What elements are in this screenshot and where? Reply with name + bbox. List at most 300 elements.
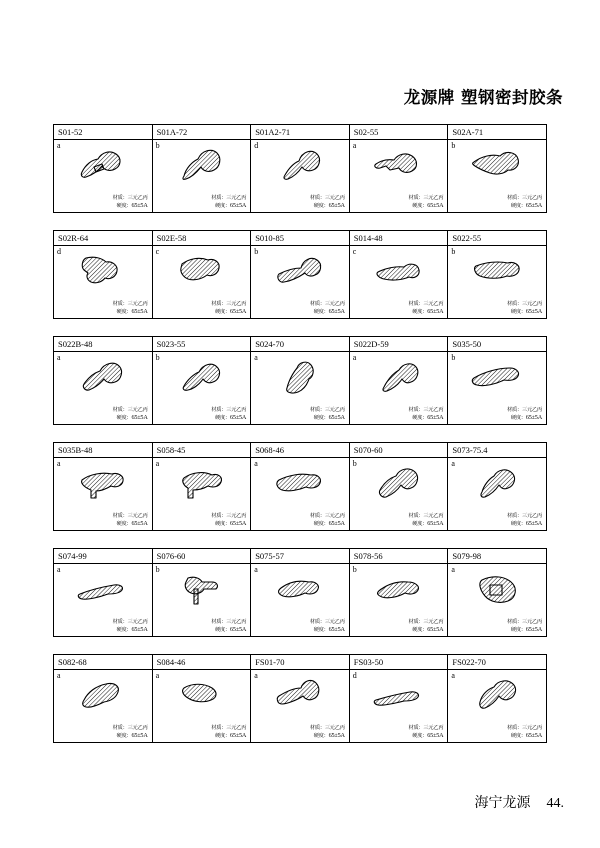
seal-profile-icon [153,142,251,188]
material-line: 材质：三元乙丙 [408,301,444,307]
hardness-label: 硬度： [116,733,132,739]
profile-code: S076-60 [153,549,251,564]
hardness-label: 硬度： [116,415,132,421]
material-line: 材质：三元乙丙 [309,513,345,519]
hardness-value: 65±5A [427,202,444,209]
hardness-label: 硬度： [313,415,329,421]
profile-body [54,140,152,212]
material-line: 材质：三元乙丙 [309,301,345,307]
profile-body [54,564,152,636]
profile-variant-letter: a [57,141,61,150]
profile-cell[interactable] [448,655,546,742]
hardness-label: 硬度： [412,203,428,209]
material-spec [211,301,246,316]
hardness-value: 65±5A [427,732,444,739]
profile-variant-letter: c [155,247,160,256]
profile-cell[interactable] [251,125,350,212]
hardness-value: 65±5A [230,732,247,739]
hardness-value: 65±5A [328,414,345,421]
profile-code: S022-55 [448,231,546,246]
profile-code: S058-45 [153,443,251,458]
material-line: 材质：三元乙丙 [112,407,148,413]
seal-profile-icon [251,248,349,294]
hardness-line [310,520,345,528]
profile-cell[interactable] [153,231,252,318]
profile-variant-letter: a [57,671,61,680]
profile-variant-letter: d [57,247,61,256]
material-line: 材质：三元乙丙 [408,195,444,201]
material-spec [408,513,443,528]
hardness-label: 硬度： [313,733,329,739]
material-spec [310,725,345,740]
profile-code: S068-46 [251,443,349,458]
profile-variant-letter: b [352,459,357,468]
profile-code: S02A-71 [448,125,546,140]
profile-code: S024-70 [251,337,349,352]
hardness-label: 硬度： [116,203,132,209]
hardness-line [507,414,542,422]
profile-variant-letter: b [254,247,259,256]
profile-cell[interactable] [350,655,449,742]
material-line: 材质：三元乙丙 [507,513,542,519]
hardness-label: 硬度： [215,733,231,739]
hardness-value: 65±5A [131,626,148,633]
material-spec [211,725,246,740]
hardness-line [211,732,246,740]
hardness-label: 硬度： [412,415,428,421]
hardness-value: 65±5A [525,414,542,421]
profile-row [53,336,547,425]
hardness-label: 硬度： [116,521,132,527]
profile-cell[interactable] [153,549,252,636]
profile-cell[interactable] [350,549,449,636]
material-line: 材质：三元乙丙 [309,725,345,731]
hardness-label: 硬度： [510,415,526,421]
hardness-label: 硬度： [510,521,526,527]
profile-cell[interactable] [54,337,153,424]
seal-profile-icon [251,672,349,718]
material-line: 材质：三元乙丙 [112,725,148,731]
hardness-value: 65±5A [131,414,148,421]
hardness-label: 硬度： [215,521,231,527]
profile-code: S01A-72 [153,125,251,140]
hardness-label: 硬度： [313,203,329,209]
profile-body [54,458,152,530]
material-line: 材质：三元乙丙 [507,407,542,413]
page-title: 龙源牌 塑钢密封胶条 [403,88,563,107]
profile-cell[interactable] [54,655,153,742]
profile-body [448,670,546,742]
profile-variant-letter: a [57,565,61,574]
material-line: 材质：三元乙丙 [507,725,542,731]
profile-variant-letter: b [155,353,160,362]
profile-cell[interactable] [153,337,252,424]
profile-code: S075-57 [251,549,349,564]
hardness-line [211,414,246,422]
profile-variant-letter: a [155,459,160,468]
hardness-value: 65±5A [230,626,247,633]
hardness-value: 65±5A [131,308,148,315]
material-line: 材质：三元乙丙 [211,725,247,731]
hardness-value: 65±5A [230,308,247,315]
material-spec [211,513,246,528]
hardness-line [310,202,345,210]
profile-grid [53,124,547,760]
profile-cell[interactable] [448,549,546,636]
profile-code: S084-46 [153,655,251,670]
profile-body [54,352,152,424]
seal-profile-icon [350,460,448,506]
profile-code: S02E-58 [153,231,251,246]
profile-variant-letter: a [57,459,61,468]
profile-cell[interactable] [153,125,252,212]
material-line: 材质：三元乙丙 [211,513,247,519]
material-spec [408,301,443,316]
profile-cell[interactable] [448,125,546,212]
material-spec [408,725,443,740]
material-line: 材质：三元乙丙 [408,407,444,413]
hardness-line [408,202,443,210]
profile-cell[interactable] [251,231,350,318]
profile-variant-letter: a [451,565,455,574]
hardness-value: 65±5A [525,308,542,315]
profile-body [448,352,546,424]
hardness-line [113,202,148,210]
profile-body [54,670,152,742]
seal-profile-icon [350,566,448,612]
profile-variant-letter: a [254,565,258,574]
hardness-label: 硬度： [510,203,526,209]
page-number: 44. [546,796,564,811]
hardness-value: 65±5A [328,626,345,633]
hardness-label: 硬度： [313,309,329,315]
profile-variant-letter: b [155,141,160,150]
profile-code: S01-52 [54,125,152,140]
profile-cell[interactable] [448,337,546,424]
hardness-line [113,414,148,422]
material-spec [408,407,443,422]
material-spec [310,407,345,422]
hardness-value: 65±5A [427,626,444,633]
material-line: 材质：三元乙丙 [211,195,247,201]
material-line: 材质：三元乙丙 [408,513,444,519]
profile-variant-letter: c [352,247,357,256]
profile-body [350,670,448,742]
seal-profile-icon [153,460,251,506]
seal-profile-icon [153,354,251,400]
hardness-line [408,414,443,422]
hardness-line [507,308,542,316]
profile-cell[interactable] [153,655,252,742]
material-line: 材质：三元乙丙 [408,619,444,625]
material-line: 材质：三元乙丙 [309,407,345,413]
material-line: 材质：三元乙丙 [507,195,542,201]
hardness-value: 65±5A [427,520,444,527]
profile-code: S022B-48 [54,337,152,352]
material-line: 材质：三元乙丙 [309,619,345,625]
material-spec [507,725,542,740]
material-line: 材质：三元乙丙 [112,301,148,307]
hardness-line [211,202,246,210]
hardness-value: 65±5A [230,202,247,209]
profile-variant-letter: b [155,565,160,574]
hardness-label: 硬度： [510,309,526,315]
profile-body [350,458,448,530]
profile-row [53,442,547,531]
material-line: 材质：三元乙丙 [112,619,148,625]
profile-code: S035B-48 [54,443,152,458]
material-line: 材质：三元乙丙 [211,301,247,307]
profile-row [53,230,547,319]
material-spec [211,407,246,422]
profile-cell[interactable] [251,655,350,742]
seal-profile-icon [350,248,448,294]
seal-profile-icon [448,142,546,188]
profile-code: FS03-50 [350,655,448,670]
seal-profile-icon [251,354,349,400]
profile-body [153,670,251,742]
hardness-line [408,308,443,316]
material-spec [113,513,148,528]
hardness-label: 硬度： [215,203,231,209]
material-spec [507,407,542,422]
hardness-value: 65±5A [525,202,542,209]
material-spec [113,619,148,634]
profile-variant-letter: a [155,671,160,680]
profile-variant-letter: d [352,671,357,680]
seal-profile-icon [350,672,448,718]
profile-variant-letter: a [254,459,258,468]
material-spec [408,195,443,210]
profile-body [251,458,349,530]
seal-profile-icon [54,672,152,718]
hardness-line [113,732,148,740]
hardness-line [310,414,345,422]
material-spec [113,407,148,422]
hardness-line [211,308,246,316]
profile-cell[interactable] [350,443,449,530]
hardness-line [113,308,148,316]
profile-body [251,352,349,424]
profile-code: S079-98 [448,549,546,564]
hardness-label: 硬度： [412,521,428,527]
seal-profile-icon [350,354,448,400]
material-spec [507,513,542,528]
profile-variant-letter: a [254,671,258,680]
profile-body [350,352,448,424]
hardness-label: 硬度： [510,733,526,739]
seal-profile-icon [251,460,349,506]
hardness-line [408,520,443,528]
seal-profile-icon [153,672,251,718]
hardness-value: 65±5A [525,732,542,739]
profile-variant-letter: b [451,353,456,362]
profile-cell[interactable] [350,125,449,212]
profile-variant-letter: d [254,141,259,150]
hardness-value: 65±5A [427,308,444,315]
profile-cell[interactable] [350,231,449,318]
hardness-value: 65±5A [230,414,247,421]
profile-code: S01A2-71 [251,125,349,140]
profile-cell[interactable] [251,337,350,424]
seal-profile-icon [54,248,152,294]
profile-cell[interactable] [251,549,350,636]
hardness-line [310,308,345,316]
profile-code: FS022-70 [448,655,546,670]
seal-profile-icon [251,566,349,612]
profile-body [153,564,251,636]
material-spec [211,619,246,634]
hardness-label: 硬度： [510,627,526,633]
seal-profile-icon [350,142,448,188]
hardness-line [113,626,148,634]
profile-code: S022D-59 [350,337,448,352]
profile-body [251,564,349,636]
profile-code: S073-75.4 [448,443,546,458]
material-line: 材质：三元乙丙 [211,619,247,625]
seal-profile-icon [448,248,546,294]
hardness-line [408,732,443,740]
profile-body [153,140,251,212]
hardness-value: 65±5A [328,520,345,527]
profile-body [153,246,251,318]
profile-body [153,458,251,530]
profile-cell[interactable] [54,443,153,530]
material-spec [408,619,443,634]
profile-code: S010-85 [251,231,349,246]
hardness-label: 硬度： [412,627,428,633]
profile-code: S014-48 [350,231,448,246]
profile-body [448,140,546,212]
seal-profile-icon [54,142,152,188]
hardness-value: 65±5A [328,308,345,315]
hardness-label: 硬度： [116,627,132,633]
hardness-label: 硬度： [313,627,329,633]
profile-variant-letter: b [451,247,456,256]
profile-variant-letter: a [451,459,455,468]
profile-row [53,124,547,213]
seal-profile-icon [448,460,546,506]
hardness-label: 硬度： [215,309,231,315]
profile-code: S035-50 [448,337,546,352]
profile-body [251,246,349,318]
profile-body [54,246,152,318]
material-line: 材质：三元乙丙 [507,619,542,625]
profile-cell[interactable] [448,231,546,318]
profile-body [448,246,546,318]
hardness-label: 硬度： [215,415,231,421]
seal-profile-icon [448,354,546,400]
material-spec [310,301,345,316]
hardness-value: 65±5A [328,202,345,209]
material-line: 材质：三元乙丙 [309,195,345,201]
material-line: 材质：三元乙丙 [507,301,542,307]
profile-body [251,140,349,212]
material-spec [507,195,542,210]
profile-body [153,352,251,424]
profile-row [53,654,547,743]
profile-code: S023-55 [153,337,251,352]
seal-profile-icon [448,566,546,612]
profile-cell[interactable] [54,549,153,636]
profile-variant-letter: a [254,353,258,362]
hardness-line [507,732,542,740]
profile-cell[interactable] [350,337,449,424]
profile-code: S078-56 [350,549,448,564]
hardness-line [507,520,542,528]
profile-body [350,564,448,636]
profile-variant-letter: b [352,565,357,574]
material-spec [113,301,148,316]
profile-code: S02-55 [350,125,448,140]
profile-code: FS01-70 [251,655,349,670]
profile-cell[interactable] [54,125,153,212]
hardness-label: 硬度： [412,733,428,739]
profile-body [251,670,349,742]
profile-body [448,564,546,636]
material-spec [310,619,345,634]
hardness-label: 硬度： [116,309,132,315]
material-line: 材质：三元乙丙 [211,407,247,413]
hardness-value: 65±5A [131,732,148,739]
hardness-line [507,202,542,210]
seal-profile-icon [54,566,152,612]
seal-profile-icon [153,566,251,612]
material-spec [310,195,345,210]
hardness-line [211,626,246,634]
seal-profile-icon [54,460,152,506]
profile-code: S082-68 [54,655,152,670]
profile-row [53,548,547,637]
hardness-label: 硬度： [412,309,428,315]
profile-cell[interactable] [251,443,350,530]
profile-code: S070-60 [350,443,448,458]
hardness-line [310,626,345,634]
profile-cell[interactable] [54,231,153,318]
material-line: 材质：三元乙丙 [112,513,148,519]
hardness-label: 硬度： [215,627,231,633]
hardness-line [408,626,443,634]
material-spec [507,619,542,634]
hardness-value: 65±5A [525,520,542,527]
profile-variant-letter: a [57,353,61,362]
footer-company: 海宁龙源 [474,795,531,811]
hardness-value: 65±5A [525,626,542,633]
profile-body [350,140,448,212]
profile-code: S02R-64 [54,231,152,246]
page-footer [475,792,565,812]
profile-variant-letter: a [451,671,455,680]
material-spec [310,513,345,528]
seal-profile-icon [54,354,152,400]
profile-variant-letter: a [352,353,357,362]
material-spec [211,195,246,210]
profile-variant-letter: a [352,141,357,150]
hardness-line [211,520,246,528]
material-spec [113,195,148,210]
hardness-value: 65±5A [328,732,345,739]
seal-profile-icon [448,672,546,718]
hardness-line [310,732,345,740]
material-spec [113,725,148,740]
hardness-label: 硬度： [313,521,329,527]
profile-body [448,458,546,530]
profile-cell[interactable] [153,443,252,530]
hardness-value: 65±5A [131,202,148,209]
hardness-line [507,626,542,634]
material-line: 材质：三元乙丙 [112,195,148,201]
profile-cell[interactable] [448,443,546,530]
